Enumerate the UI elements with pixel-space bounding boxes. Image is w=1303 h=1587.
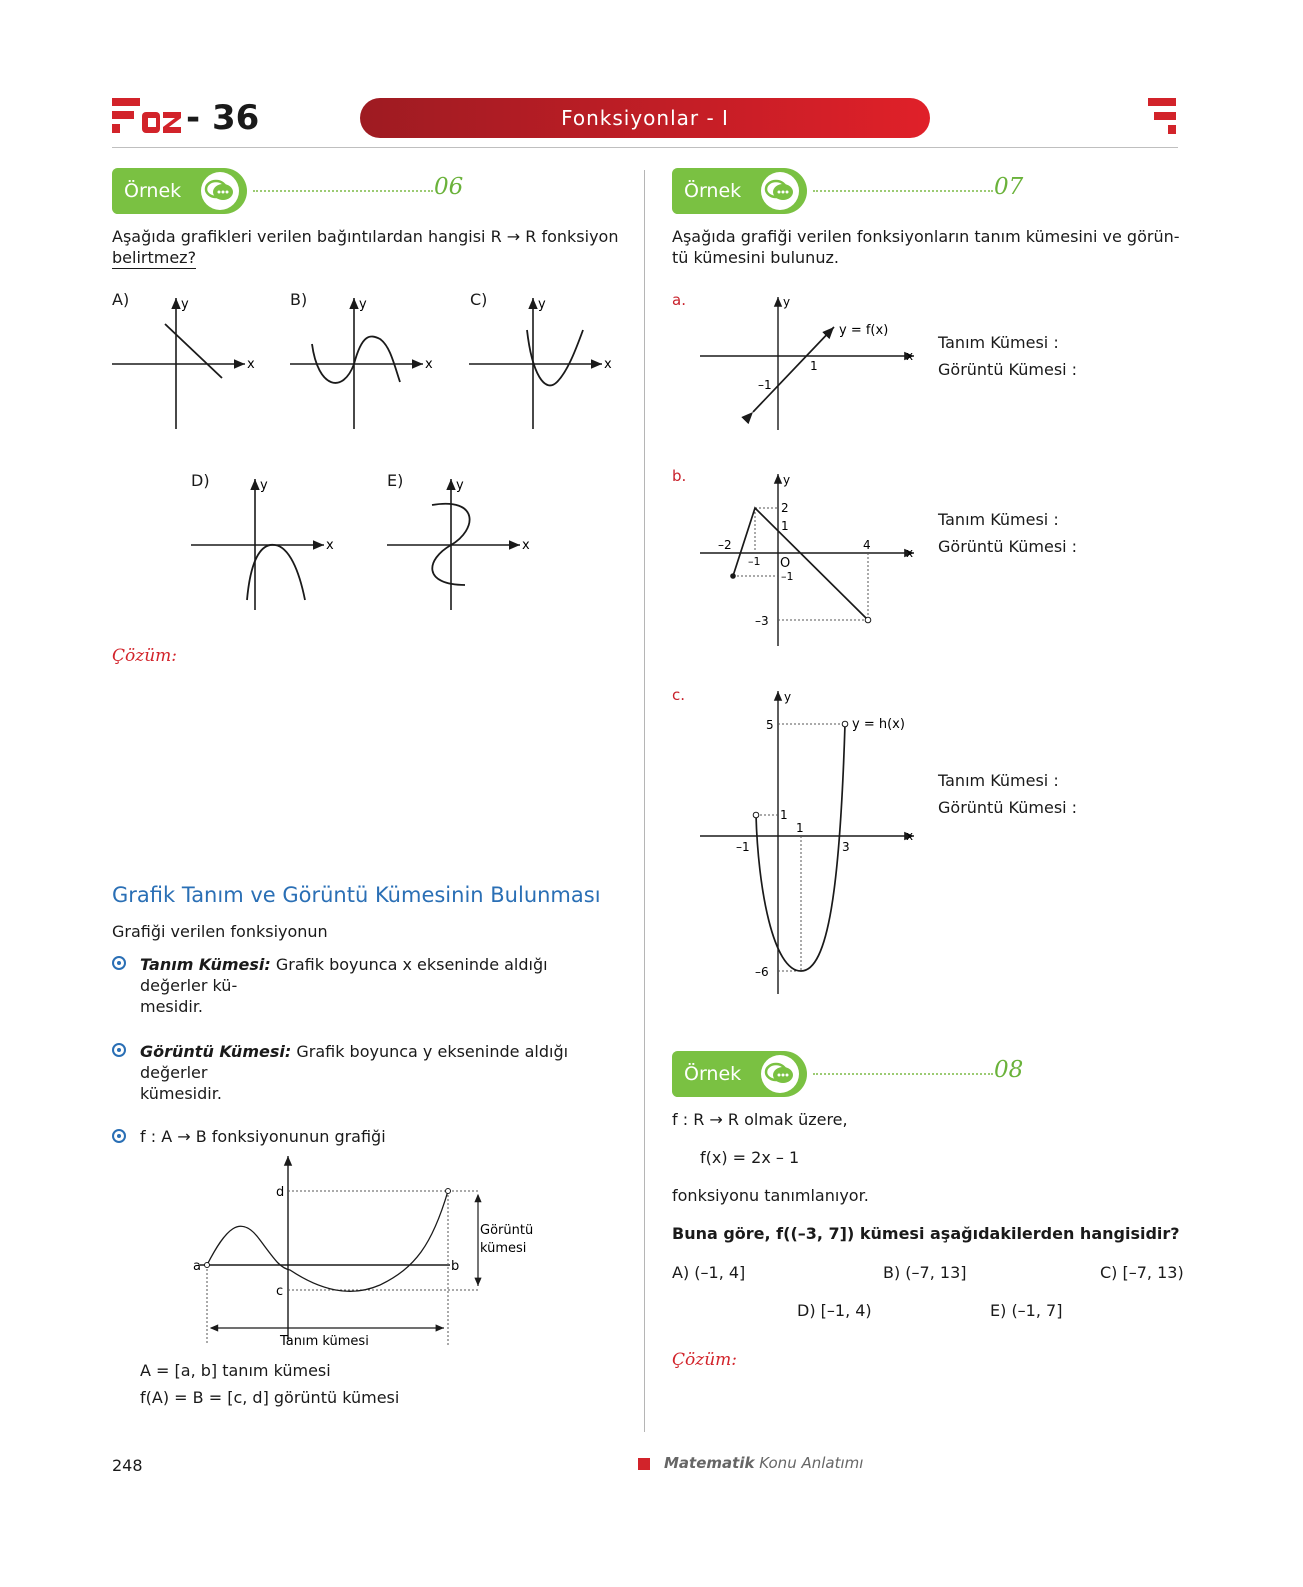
choice-a[interactable]: A) (–1, 4] [672,1263,746,1282]
origin-label: O [780,556,791,571]
option-d-label: D) [191,471,210,490]
svg-text:x: x [425,357,433,372]
bullet-domain [140,954,620,1017]
part-b-domain: Tanım Kümesi : [938,510,1059,529]
example-08-question: Buna göre, f((–3, 7]) kümesi aşağıdakilerden hangisidir? [672,1224,1180,1243]
tick-label: 1 [780,808,788,822]
svg-text:y: y [456,478,464,493]
tick-label: 1 [781,519,789,533]
target-bullet-icon [112,1043,126,1057]
target-bullet-icon [112,956,126,970]
option-c-label: C) [470,290,488,309]
part-a-domain: Tanım Kümesi : [938,333,1059,352]
part-b-range: Görüntü Kümesi : [938,537,1078,556]
example-badge-label: Örnek [684,1063,742,1085]
svg-text:x: x [906,349,914,363]
label-c: c [276,1284,284,1299]
solution-label: Çözüm: [112,646,177,666]
question-line: tü kümesini bulunuz. [672,248,839,267]
part-c-letter: c. [672,686,686,704]
tick-label: –1 [736,840,750,854]
example-number: 08 [994,1057,1024,1083]
part-a-range: Görüntü Kümesi : [938,360,1078,379]
question-line: Aşağıda grafiği verilen fonksiyonların tanım kümesini ve görün- [672,227,1180,246]
svg-text:y: y [181,297,189,312]
svg-text:y: y [359,297,367,312]
tick-label: 5 [766,718,774,732]
part-c-range: Görüntü Kümesi : [938,798,1078,817]
page-number: 248 [112,1456,143,1475]
chapter-title: Fonksiyonlar - I [360,98,930,138]
svg-text:x: x [906,546,914,560]
example-08-formula: f(x) = 2x – 1 [700,1148,800,1167]
question-line: Aşağıda grafikleri verilen bağıntılardan hangisi R → R fonksiyon [112,227,619,246]
option-a-label: A) [112,290,130,309]
option-e-label: E) [387,471,404,490]
tick-label: 1 [796,821,804,835]
part-b-letter: b. [672,467,687,485]
example-badge-label: Örnek [684,180,742,202]
tick-label: –1 [781,570,794,583]
example-06-header [112,168,462,214]
bullet-function-graph: f : A → B fonksiyonunun grafiği [140,1127,386,1146]
chat-bubble-icon [201,172,239,210]
svg-text:x: x [522,538,530,553]
bullet-range [140,1041,620,1104]
range-label-1: Görüntü [480,1223,534,1238]
header-rule [112,147,1178,148]
example-08-line1: f : R → R olmak üzere, [672,1110,848,1129]
graph-option-d [189,475,339,615]
label-d: d [276,1185,285,1200]
svg-text:x: x [906,829,914,843]
svg-text:x: x [326,538,334,553]
section-intro: Grafiği verilen fonksiyonun [112,922,328,941]
part-c-domain: Tanım Kümesi : [938,771,1059,790]
graph-part-b [698,470,928,650]
question-line-underlined: belirtmez? [112,248,197,267]
tick-label: 2 [781,501,789,515]
solution-label: Çözüm: [672,1350,737,1370]
footer-subject-bold: Matematik [664,1454,755,1472]
choice-c[interactable]: C) [–7, 13) [1100,1263,1184,1282]
tick-label: –6 [755,965,769,979]
graph-option-a [110,294,260,434]
bullet-range-text-2: kümesidir. [140,1084,222,1103]
bullet-domain-term: Tanım Kümesi: [140,955,271,974]
tick-label: –2 [718,538,732,552]
tick-label: –1 [748,555,761,568]
column-divider [644,170,645,1432]
domain-label: Tanım kümesi [280,1334,369,1349]
svg-text:y: y [260,478,268,493]
dotted-rule [253,190,433,192]
chat-bubble-icon [761,172,799,210]
chat-bubble-icon [761,1055,799,1093]
graph-part-c [698,688,928,998]
svg-text:y: y [538,297,546,312]
range-label-2: kümesi [480,1241,527,1256]
footer-subject-rest: Konu Anlatımı [754,1454,864,1472]
svg-text:y: y [783,473,791,487]
tick-label: 3 [842,840,850,854]
choice-e[interactable]: E) (–1, 7] [990,1301,1063,1320]
label-b: b [451,1259,460,1274]
part-a-letter: a. [672,291,686,309]
bullet-domain-text-2: mesidir. [140,997,204,1016]
tick-label: 4 [863,538,871,552]
bullet-range-text: Grafik boyunca y ekseninde aldığı değerler [140,1042,569,1082]
equation-range: f(A) = B = [c, d] görüntü kümesi [140,1388,400,1407]
svg-text:x: x [604,357,612,372]
domain-range-diagram [180,1150,534,1350]
graph-option-c [467,294,617,434]
footer-square-icon [638,1458,650,1470]
graph-option-b [288,294,438,434]
svg-text:x: x [247,357,255,372]
example-badge-label: Örnek [124,180,182,202]
bullet-range-term: Görüntü Kümesi: [140,1042,292,1061]
choice-d[interactable]: D) [–1, 4) [797,1301,872,1320]
tick-label: –1 [758,378,772,392]
tick-label: 1 [810,359,818,373]
example-number: 07 [994,174,1024,200]
graph-option-e [385,475,535,615]
section-title: Grafik Tanım ve Görüntü Kümesinin Bulunması [112,883,601,907]
graph-part-a [698,294,928,434]
option-b-label: B) [290,290,308,309]
svg-text:y: y [784,690,792,704]
dotted-rule [813,1073,993,1075]
function-label: y = h(x) [852,717,905,732]
equation-domain: A = [a, b] tanım kümesi [140,1361,331,1380]
unit-number: - 36 [186,98,260,138]
example-06-question [112,226,622,269]
example-08-header [672,1051,1022,1097]
example-07-question [672,226,1182,268]
target-bullet-icon [112,1129,126,1143]
bullet-domain-text: Grafik boyunca x ekseninde aldığı değerler kü- [140,955,548,995]
label-a: a [193,1259,201,1274]
choice-b[interactable]: B) (–7, 13] [883,1263,967,1282]
brand-mark-icon [1148,98,1178,136]
example-08-line3: fonksiyonu tanımlanıyor. [672,1186,869,1205]
brand-logo [112,98,182,136]
function-label: y = f(x) [839,323,889,338]
example-number: 06 [434,174,464,200]
dotted-rule [813,190,993,192]
svg-text:y: y [783,295,791,309]
example-07-header [672,168,1022,214]
tick-label: –3 [755,614,769,628]
footer-subject [664,1454,863,1472]
